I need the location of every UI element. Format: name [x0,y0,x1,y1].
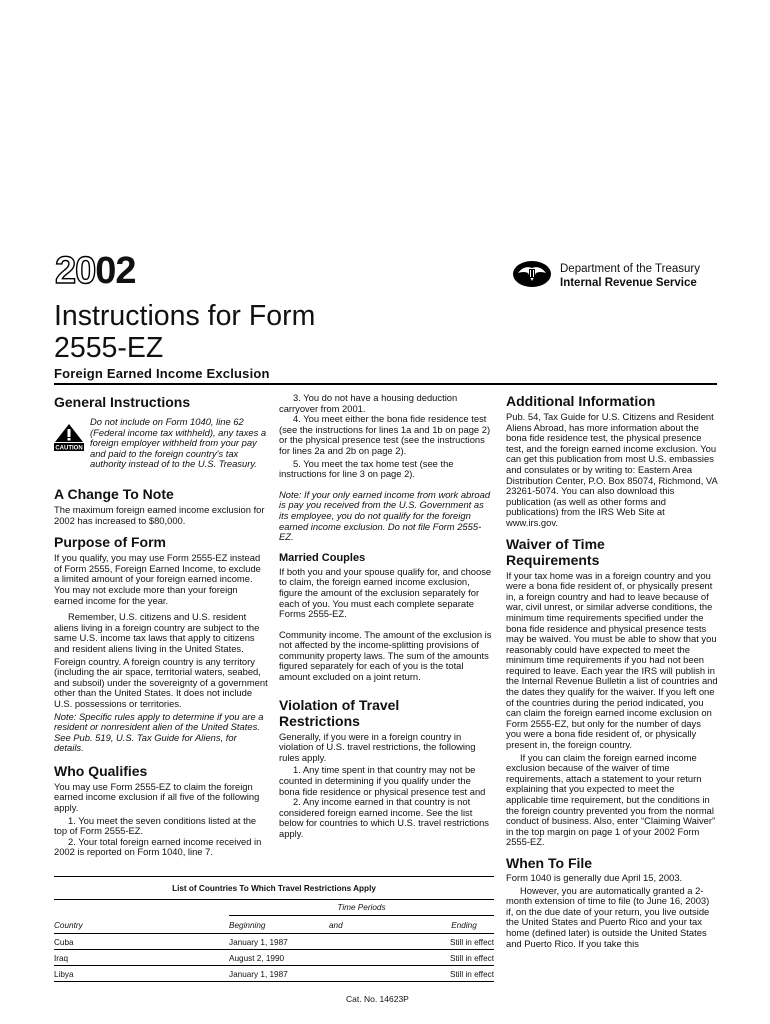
heading-general-instructions: General Instructions [54,394,191,410]
table-cell-beginning: August 2, 1990 [229,954,285,963]
table-cell-beginning: January 1, 1987 [229,938,288,947]
table-row [54,934,494,950]
catalog-number: Cat. No. 14623P [346,994,409,1004]
table-cell-ending: Still in effect [450,954,494,963]
caution-text-body: Do not include on Form 1040, line 62 (Federal income tax withheld), any taxes a foreign employer withheld from your pay and paid to the foreign country's tax authority instead of to the U.S. Treasury. [90,416,267,470]
page-title [54,300,315,364]
violation-rule-1: 1. Any time spent in that country may not be counted in determining if you qualify under the bona fide residence or physical presence test and [279,764,486,797]
heading-who-qualifies: Who Qualifies [54,762,148,779]
additional-information-text: Pub. 54, Tax Guide for U.S. Citizens and Resident Aliens Abroad, has more information about the bona fide residence test, the physical presence test, and the foreign earned income exclusion. You can get this publication from most U.S. embassies and consulates or by writing to: Eastern Area Distribution Center, P.O. Box 85074, Richmond, VA 23261-5074. You can also download this publication (as well as other forms and publications) from the IRS Web Site at www.irs.gov. [506,411,718,528]
qualifies-item-3: 3. You do not have a housing deduction carryover from 2001. [279,392,458,414]
violation-intro: Generally, if you were in a foreign country in violation of U.S. travel restrictions, the following rules apply. [279,730,476,763]
qualifies-item-1: 1. You meet the seven conditions listed at the top of Form 2555-EZ. [54,814,257,837]
table-cell-country: Iraq [54,954,69,963]
column-1 [54,394,268,858]
table-header-and: and [329,921,343,930]
table-group-header-row [54,903,494,916]
column-2 [279,393,493,840]
heading-additional-information: Additional Information [506,393,656,409]
year-outline: 20 [55,250,96,292]
table-cell-country: Libya [54,970,74,979]
page-subtitle: Foreign Earned Income Exclusion [54,366,270,381]
caution-label: CAUTION [55,445,83,451]
qualifies-item-2: 2. Your total foreign earned income received in 2002 is reported on Form 1040, line 7. [54,835,262,858]
year-bold: 02 [95,250,136,292]
table-header-ending: Ending [451,921,477,930]
agency-irs: Internal Revenue Service [560,277,697,289]
column-3 [506,393,718,949]
heading-when-to-file: When To File [506,854,593,871]
heading-purpose-of-form: Purpose of Form [54,534,167,551]
heading-waiver-time: Waiver of Time Requirements [506,535,605,568]
table-title: List of Countries To Which Travel Restrictions Apply [172,884,376,893]
government-employee-note: Note: If your only earned income from work abroad is pay you received from the U.S. Government as its employee, you do not qualify for the foreign earned income exclusion. Do not file Form 2555-EZ. [279,488,491,543]
qualifies-intro: You may use Form 2555-EZ to claim the foreign earned income exclusion if all five of the following apply. [54,780,260,814]
waiver-paragraph-1: If your tax home was in a foreign country and you were a bona fide resident of, or physically present in, a foreign country and had to leave because of war, civil unrest, or similar adverse conditions, the minimum time requirements specified under the bona fide residence and physical presence tests may be waived. You must be able to show that you reasonably could have expected to meet the minimum time requirements if you had not been required to leave. Each year the IRS will publish in the Internal Revenue Bulletin a list of countries and the dates they qualify for the waiver. If you left one of the countries during the period indicated, you can claim the foreign earned income exclusion on Form 2555-EZ, but only for the number of days you were a bona fide resident of, or physically present in, the foreign country. [506,569,718,751]
form-year [55,252,136,290]
heading-married-couples: Married Couples [279,551,366,564]
table-header-row [54,921,494,934]
table-header-country: Country [54,921,83,930]
travel-restrictions-table [54,876,494,982]
heading-change-to-note: A Change To Note [54,486,174,502]
heading-violation-travel: Violation of Travel Restrictions [279,696,400,729]
when-to-file-paragraph-2: However, you are automatically granted a 2-month extension of time to file (to June 16, 2003) if, on the due date of your return, you live outside the United States and Puerto Rico and your tax home (defined later) is outside the United States and Puerto Rico. If you take this [506,884,710,949]
married-couples-text: If both you and your spouse qualify for, and choose to claim, the foreign earned income exclusion, figure the amount of the exclusion separately for each of you. You must each complete separate Forms 2555-EZ. [279,565,492,620]
qualifies-item-5: 5. You meet the tax home test (see the instructions for line 3 on page 2). [279,457,454,480]
purpose-paragraph-2: Remember, U.S. citizens and U.S. resident aliens living in a foreign country are subject to the same U.S. income tax laws that apply to citizens and resident aliens living in the United States. [54,611,260,654]
agency-department: Department of the Treasury [560,263,700,275]
table-body [54,934,494,982]
table-header-beginning: Beginning [229,921,266,930]
qualifies-item-4: 4. You meet either the bona fide residence test (see the instructions for lines 1a and 1b on page 2) or the physical presence test (see the instructions for lines 2a and 2b on page 2). [279,413,491,456]
irs-eagle-logo-icon [512,259,552,289]
waiver-paragraph-2: If you can claim the foreign earned income exclusion because of the waiver of time requirements, attach a statement to your return explaining that you expected to meet the applicable time requirement, but the conditions in the foreign country prevented you from the normal conduct of business. Also, enter “Claiming Waiver” in the top margin on page 1 of your 2002 Form 2555-EZ. [506,751,716,848]
table-cell-ending: Still in effect [450,938,494,947]
purpose-paragraph-1: If you qualify, you may use Form 2555-EZ instead of Form 2555, Foreign Earned Income, to exclude a limited amount of your foreign earned income. You may not exclude more than your foreign earned income for the year. [54,552,261,606]
title-line1: Instructions for Form [54,300,316,332]
header-rule [54,383,717,385]
change-text: The maximum foreign earned income exclusion for 2002 has increased to $80,000. [54,504,265,526]
violation-rule-2: 2. Any income earned in that country is not considered foreign earned income. See the list below for countries to which U.S. travel restrictions apply. [279,796,489,839]
table-top-rule [54,876,494,877]
table-cell-country: Cuba [54,938,74,947]
community-income-text: Community income. The amount of the exclusion is not affected by the income-splitting provisions of community property laws. The sum of the amounts figured separately for each of you is the total amount excluded on a joint return. [279,628,492,683]
title-line2: 2555-EZ [54,332,164,364]
table-row [54,966,494,982]
purpose-foreign-country: Foreign country. A foreign country is any territory (including the air space, territorial waters, seabed, and subsoil) under the sovereignty of a government other than the United States. It does not include U.S. possessions or territories. [54,655,268,709]
when-to-file-paragraph-1: Form 1040 is generally due April 15, 2003. [506,871,683,883]
table-cell-beginning: January 1, 1987 [229,970,288,979]
purpose-note: Note: Specific rules apply to determine if you are a resident or nonresident alien of the United States. See Pub. 519, U.S. Tax Guide for Aliens, for details. [54,710,264,754]
table-row [54,950,494,966]
caution-block [54,417,268,480]
agency-block [560,262,700,290]
caution-text [54,417,268,470]
table-group-header: Time Periods [229,903,494,916]
table-cell-ending: Still in effect [450,970,494,979]
table-title-rule [54,899,494,900]
